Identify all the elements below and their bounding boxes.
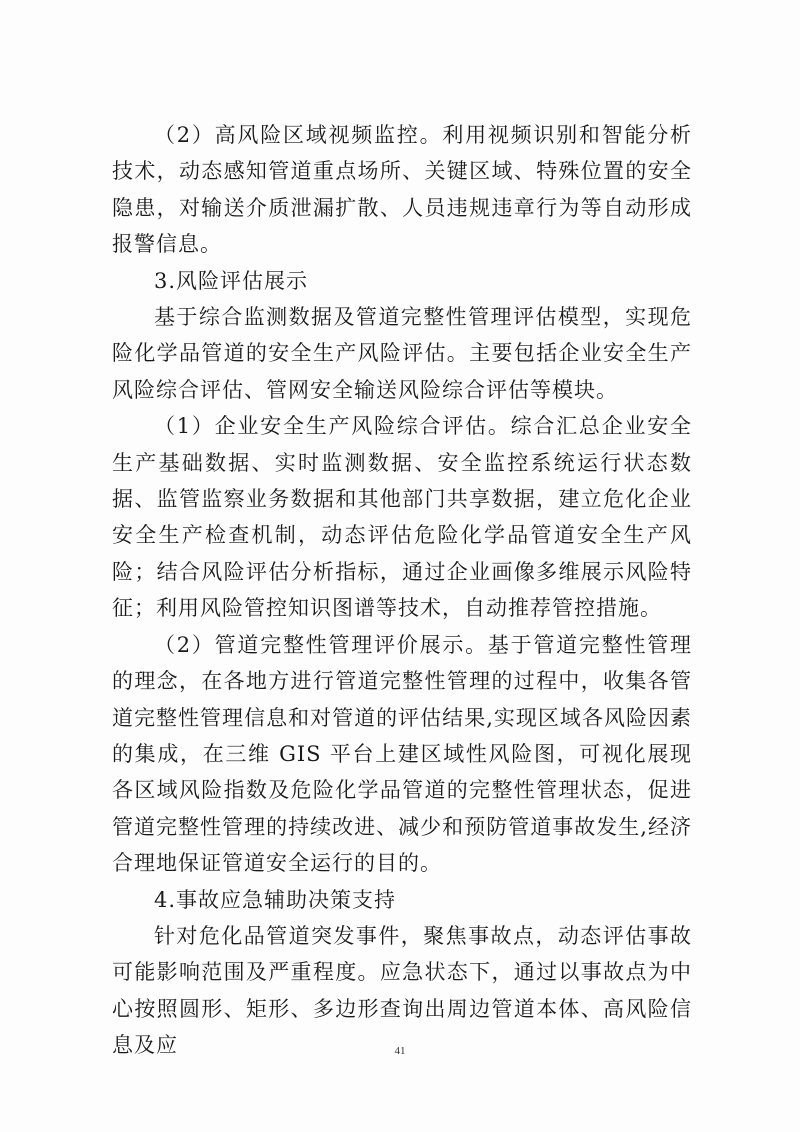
paragraph-emergency-support: 针对危化品管道突发事件，聚焦事故点，动态评估事故可能影响范围及严重程度。应急状态下，通过以事故点为中心按照圆形、矩形、多边形查询出周边管道本体、高风险信息及应 xyxy=(112,923,692,1058)
paragraph-risk-assessment-intro: 基于综合监测数据及管道完整性管理评估模型，实现危险化学品管道的安全生产风险评估。主要包括企业安全生产风险综合评估、管网安全输送风险综合评估等模块。 xyxy=(112,305,692,402)
paragraph-enterprise-risk: （1）企业安全生产风险综合评估。综合汇总企业安全生产基础数据、实时监测数据、安全监控系统运行状态数据、监管监察业务数据和其他部门共享数据，建立危化企业安全生产检查机制，动态评估危险化学品管道安全生产风险；结合风险评估分析指标，通过企业画像多维展示风险特征；利用风险管控知识图谱等技术，自动推荐管控措施。 xyxy=(112,414,692,621)
paragraph-pipeline-integrity: （2）管道完整性管理评价展示。基于管道完整性管理的理念，在各地方进行管道完整性管理的过程中，收集各管道完整性管理信息和对管道的评估结果,实现区域各风险因素的集成，在三维 GIS 平台上建区域性风险图，可视化展现各区域风险指数及危险化学品管道的完整性管理状态，促进管道完整性管理的持续改进、减少和预防管道事故发生,经济合理地保证管道安全运行的目的。 xyxy=(112,632,692,876)
section-heading-emergency-support: 4.事故应急辅助决策支持 xyxy=(154,887,397,912)
document-body xyxy=(112,117,692,1064)
section-heading-risk-assessment: 3.风险评估展示 xyxy=(154,268,309,293)
paragraph-high-risk-video: （2）高风险区域视频监控。利用视频识别和智能分析技术，动态感知管道重点场所、关键区域、特殊位置的安全隐患，对输送介质泄漏扩散、人员违规违章行为等自动形成报警信息。 xyxy=(112,123,692,257)
page-number: 41 xyxy=(394,1045,406,1057)
